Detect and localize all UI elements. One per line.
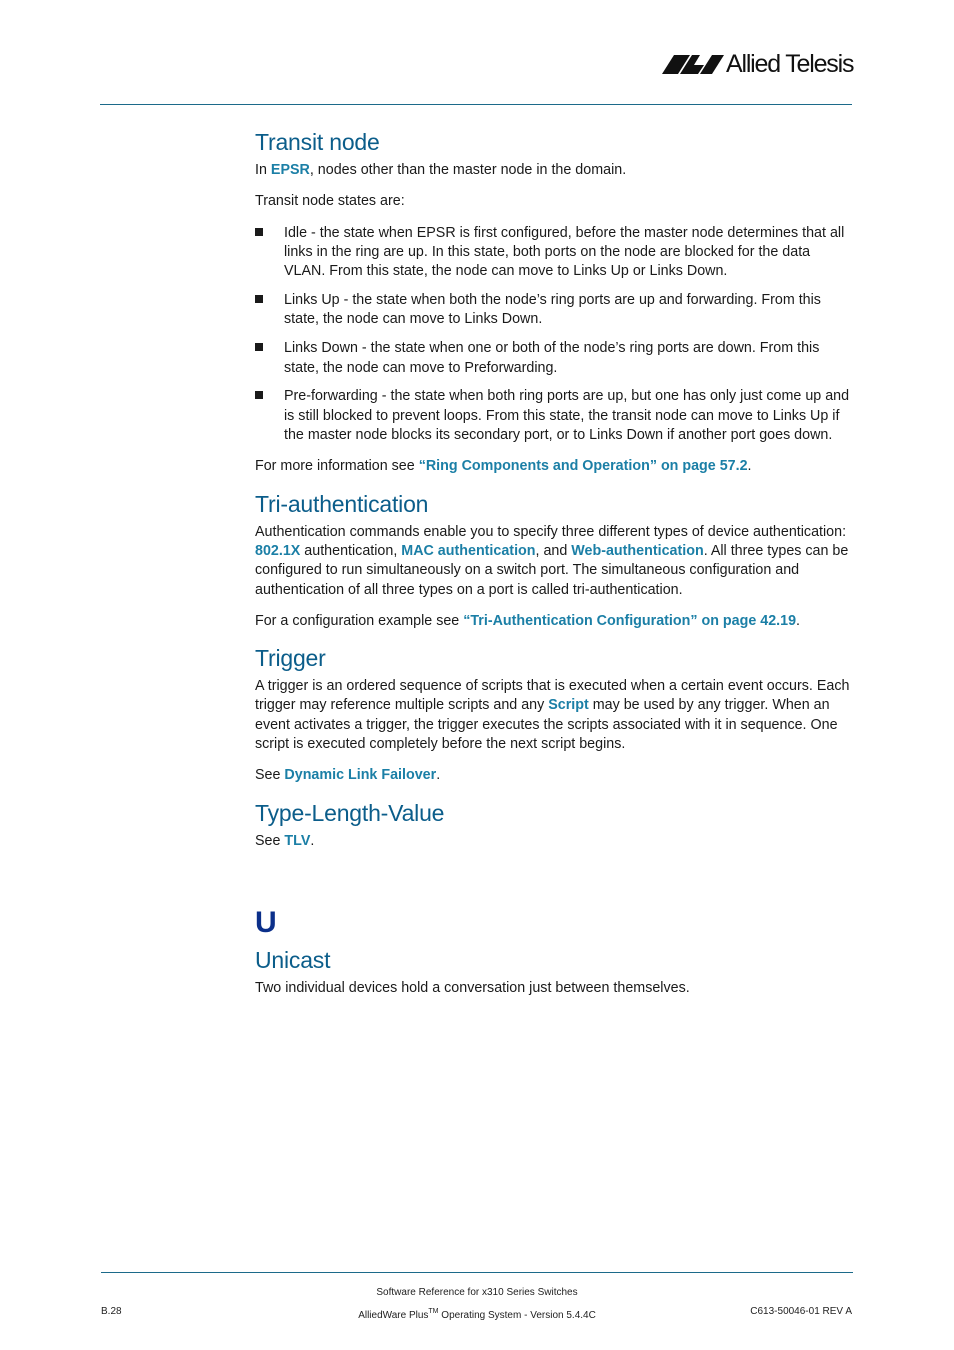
list-item xyxy=(255,291,853,330)
bullet-square-icon xyxy=(255,295,263,303)
tri-description xyxy=(255,523,853,600)
bullet-square-icon xyxy=(255,391,263,399)
trigger-description xyxy=(255,677,853,754)
text: See xyxy=(255,832,285,849)
link-dynamic-link-failover[interactable]: Dynamic Link Failover xyxy=(284,767,437,784)
heading-transit-node: Transit node xyxy=(255,129,380,155)
tri-example xyxy=(255,612,853,631)
heading-unicast: Unicast xyxy=(255,946,331,973)
letter-heading: U xyxy=(255,905,277,939)
header-rule xyxy=(100,104,852,105)
list-item-text: Links Up - the state when both the node’s ring ports are up and forwarding. From this state, the node can move to Links Down. xyxy=(284,292,821,328)
unicast-description: Two individual devices hold a conversation just between themselves. xyxy=(255,979,690,996)
list-item-text: Pre-forwarding - the state when both ring ports are up, but one has only just come up and is still blocked to prevent loops. From this state, the transit node can move to Links Up if the master node blocks its secondary port, or to Links Down if another port goes down. xyxy=(284,388,850,444)
text: See xyxy=(255,767,285,784)
bullet-square-icon xyxy=(255,343,263,351)
text: . All three types can be configured to run simultaneously on a switch port. The simultaneous configuration and authentication of all three types on a port is called tri-authentication. xyxy=(255,542,849,598)
text: . xyxy=(436,767,441,784)
list-item xyxy=(255,224,853,282)
list-item xyxy=(255,339,853,378)
link-epsr[interactable]: EPSR xyxy=(270,162,310,178)
link-web-authentication[interactable]: Web-authentication xyxy=(571,542,704,559)
text: . xyxy=(310,832,315,849)
link-tri-auth-config[interactable]: “Tri-Authentication Configuration” on page 42.19 xyxy=(463,612,797,629)
text: AlliedWare Plus xyxy=(358,1310,429,1321)
transit-states-intro: Transit node states are: xyxy=(255,193,405,210)
trademark-superscript: TM xyxy=(428,1308,439,1315)
footer-title: Software Reference for x310 Series Switches xyxy=(376,1287,578,1298)
glossary-content xyxy=(255,127,853,1010)
link-tlv[interactable]: TLV xyxy=(284,832,311,849)
text: Authentication commands enable you to specify three different types of device authentication: xyxy=(255,523,847,540)
text: , nodes other than the master node in the domain. xyxy=(309,162,627,178)
text: authentication, xyxy=(300,542,402,559)
list-item-text: Idle - the state when EPSR is first configured, before the master node determines that all links in the ring are up. In this state, both ports on the node are blocked for the data VLAN. From this state, the node can move to Links Up or Links Down. xyxy=(284,224,845,280)
link-script[interactable]: Script xyxy=(548,697,589,714)
heading-tri-authentication: Tri-authentication xyxy=(255,490,429,517)
footer-rule xyxy=(101,1272,853,1273)
bullet-square-icon xyxy=(255,228,263,236)
transit-more-info xyxy=(255,457,853,476)
footer-center xyxy=(0,1286,954,1323)
section-trigger xyxy=(255,643,853,785)
list-item-text: Links Down - the state when one or both of the node’s ring ports are down. From this state, the node can move to Preforwarding. xyxy=(284,340,820,376)
text: In xyxy=(255,162,271,178)
text: , and xyxy=(535,542,572,559)
link-ring-components[interactable]: “Ring Components and Operation” on page 57.2 xyxy=(418,458,748,475)
text: . xyxy=(796,612,801,629)
link-mac-authentication[interactable]: MAC authentication xyxy=(401,542,536,559)
text: A trigger is an ordered sequence of scripts that is executed when a certain event occurs. Each trigger may reference multiple scripts and any xyxy=(255,678,850,714)
document-id: C613-50046-01 REV A xyxy=(750,1306,852,1317)
transit-states-list xyxy=(255,224,853,446)
text: For a configuration example see xyxy=(255,612,464,629)
transit-intro xyxy=(255,161,853,180)
allied-telesis-logo xyxy=(660,50,854,80)
section-transit-node xyxy=(255,127,853,477)
page-number: B.28 xyxy=(101,1306,122,1317)
tlv-see xyxy=(255,832,853,851)
heading-trigger: Trigger xyxy=(255,645,326,672)
text: Operating System - Version 5.4.4C xyxy=(438,1310,596,1321)
section-type-length-value xyxy=(255,798,853,851)
brand-name: Allied Telesis xyxy=(726,50,854,78)
section-unicast xyxy=(255,945,853,998)
list-item xyxy=(255,387,853,445)
heading-type-length-value: Type-Length-Value xyxy=(255,799,445,826)
trigger-see xyxy=(255,766,853,785)
logo-mark-icon xyxy=(660,54,724,74)
text: For more information see xyxy=(255,458,419,475)
text: . xyxy=(747,458,752,475)
section-tri-authentication xyxy=(255,489,853,631)
text: may be used by any trigger. When an event activates a trigger, the trigger executes the scripts associated with it in sequence. One script is executed completely before the next script begins. xyxy=(255,697,838,753)
link-8021x[interactable]: 802.1X xyxy=(255,542,301,559)
section-letter-u xyxy=(255,903,853,943)
